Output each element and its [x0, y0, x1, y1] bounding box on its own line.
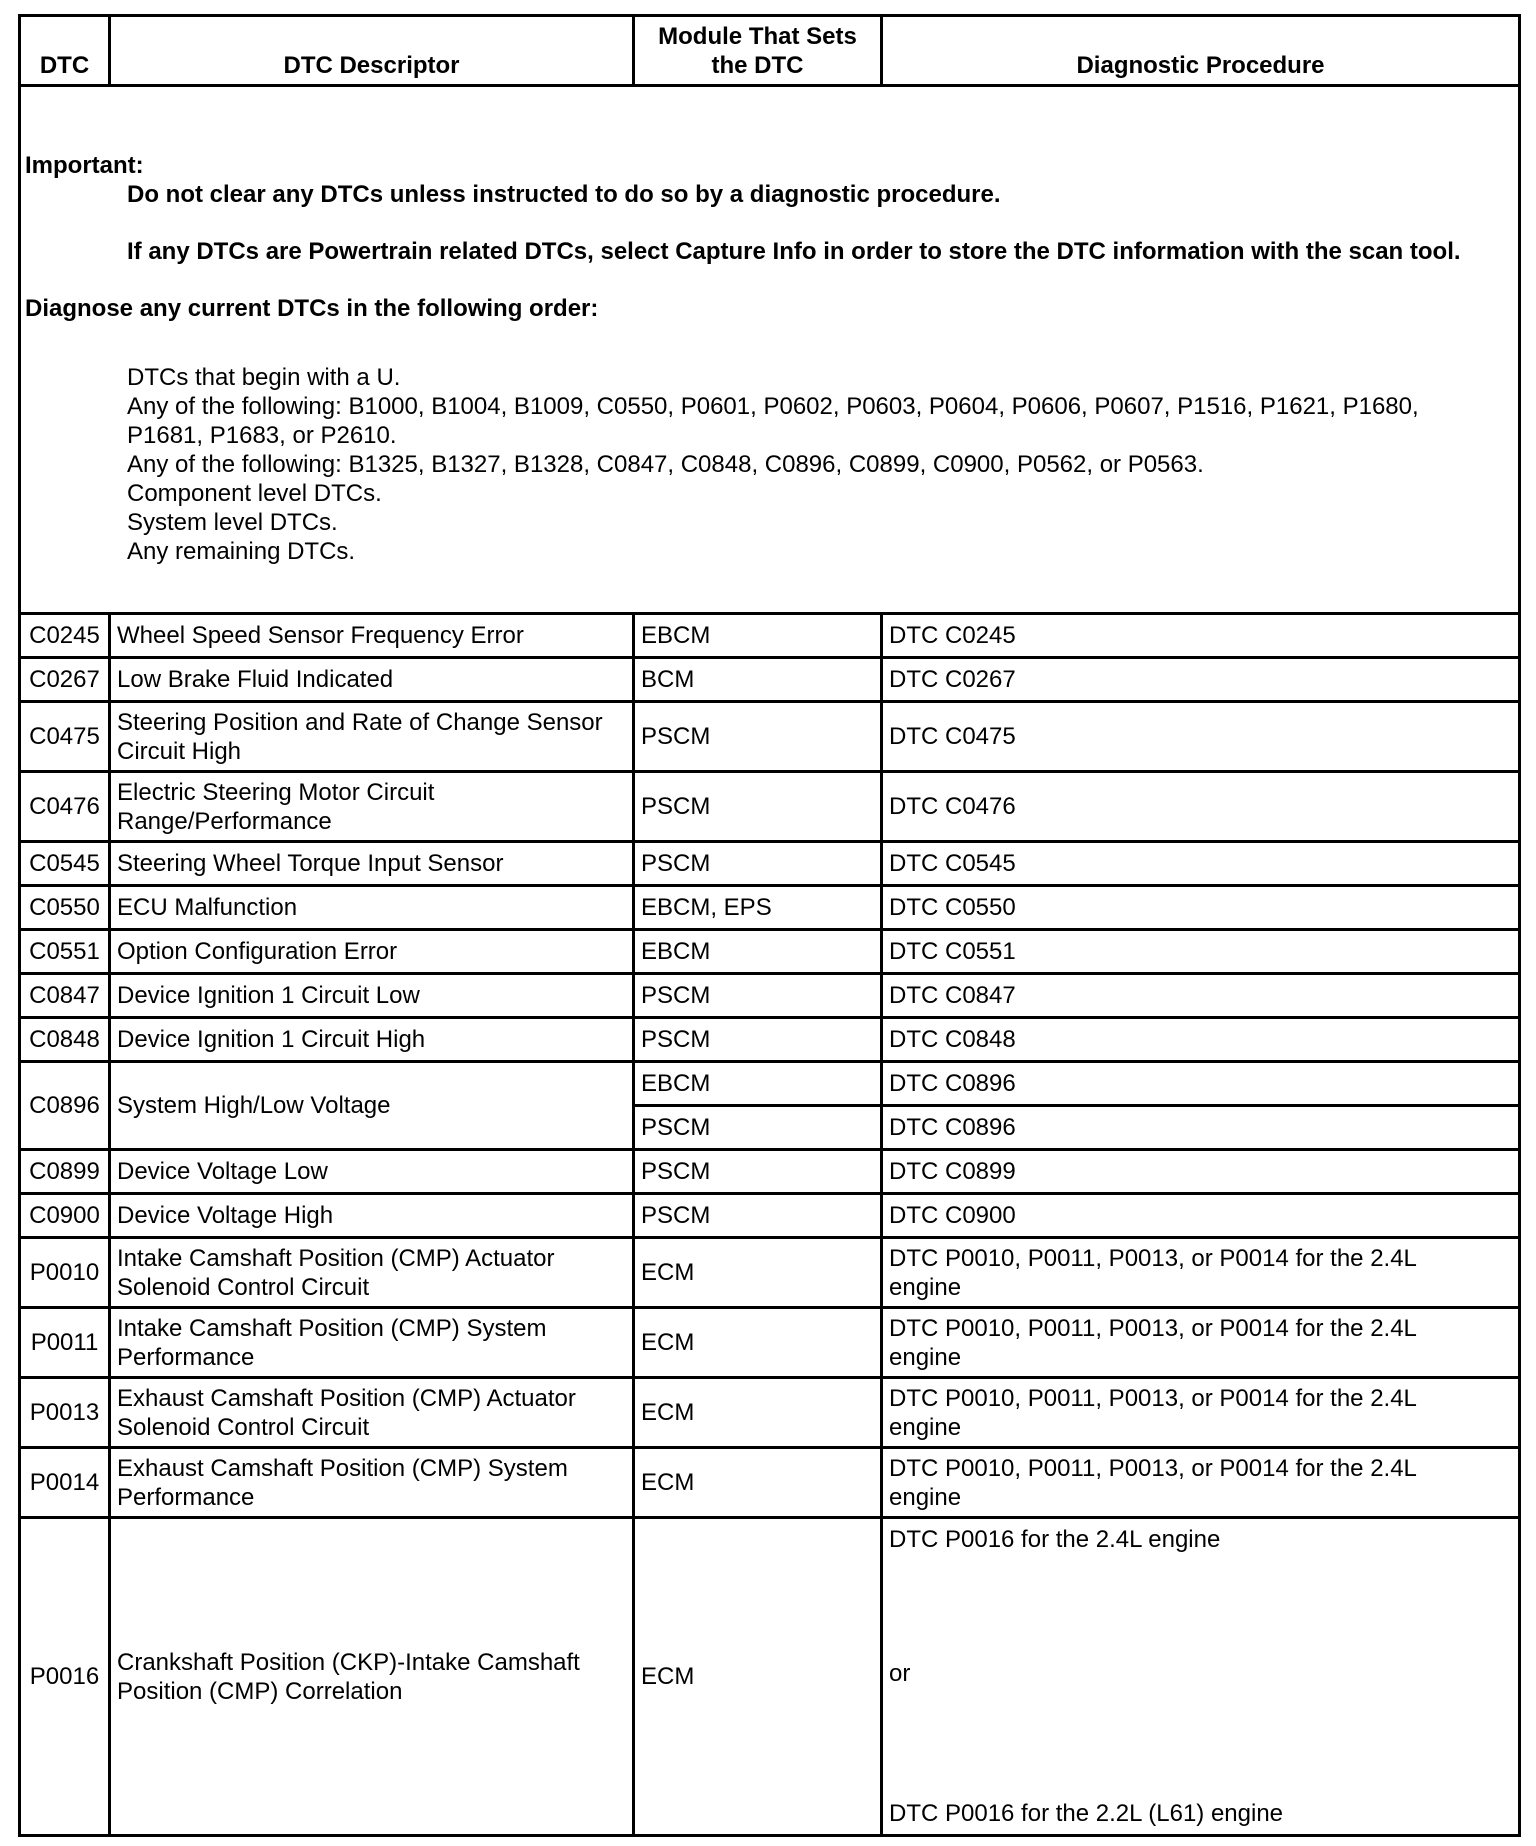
header-row — [20, 16, 1520, 86]
dtc-module: PSCM — [634, 1194, 882, 1238]
dtc-descriptor: Intake Camshaft Position (CMP) Actuator Solenoid Control Circuit — [110, 1238, 634, 1308]
order-item: System level DTCs. — [127, 509, 338, 536]
dtc-code: P0010 — [20, 1238, 110, 1308]
dtc-table — [18, 14, 1521, 1837]
dtc-code: C0245 — [20, 614, 110, 658]
dtc-procedure: DTC C0896 — [882, 1106, 1520, 1150]
dtc-module: BCM — [634, 658, 882, 702]
dtc-module: EBCM — [634, 930, 882, 974]
dtc-module: PSCM — [634, 772, 882, 842]
dtc-descriptor: ECU Malfunction — [110, 886, 634, 930]
dtc-procedure: DTC C0267 — [882, 658, 1520, 702]
dtc-procedure: DTC P0010, P0011, P0013, or P0014 for the 2.4L engine — [882, 1448, 1520, 1518]
dtc-descriptor: Steering Position and Rate of Change Sensor Circuit High — [110, 702, 634, 772]
header-dtc: DTC — [20, 16, 110, 86]
dtc-descriptor: Crankshaft Position (CKP)-Intake Camshaft Position (CMP) Correlation — [110, 1518, 634, 1836]
dtc-descriptor: Wheel Speed Sensor Frequency Error — [110, 614, 634, 658]
dtc-procedure: DTC C0245 — [882, 614, 1520, 658]
important-label: Important: — [25, 152, 144, 179]
dtc-module: PSCM — [634, 1106, 882, 1150]
dtc-descriptor: Electric Steering Motor Circuit Range/Performance — [110, 772, 634, 842]
dtc-code: C0476 — [20, 772, 110, 842]
table-row — [20, 1308, 1520, 1378]
dtc-code: P0014 — [20, 1448, 110, 1518]
header-procedure: Diagnostic Procedure — [882, 16, 1520, 86]
dtc-list-document — [18, 14, 1518, 1837]
dtc-procedure: DTC C0551 — [882, 930, 1520, 974]
dtc-descriptor: Intake Camshaft Position (CMP) System Performance — [110, 1308, 634, 1378]
dtc-code: P0013 — [20, 1378, 110, 1448]
dtc-descriptor: Device Voltage High — [110, 1194, 634, 1238]
notes-row — [20, 86, 1520, 614]
dtc-procedure: DTC C0550 — [882, 886, 1520, 930]
dtc-code: C0900 — [20, 1194, 110, 1238]
dtc-procedure: DTC C0900 — [882, 1194, 1520, 1238]
table-row — [20, 842, 1520, 886]
dtc-code: C0545 — [20, 842, 110, 886]
dtc-descriptor: Steering Wheel Torque Input Sensor — [110, 842, 634, 886]
dtc-module: ECM — [634, 1448, 882, 1518]
table-row — [20, 772, 1520, 842]
table-row — [20, 1518, 1520, 1836]
table-row — [20, 1062, 1520, 1106]
dtc-code: P0011 — [20, 1308, 110, 1378]
order-label: Diagnose any current DTCs in the following order: — [25, 295, 599, 322]
dtc-module: EBCM — [634, 614, 882, 658]
dtc-module: PSCM — [634, 1018, 882, 1062]
dtc-procedure: DTC C0848 — [882, 1018, 1520, 1062]
table-row — [20, 1378, 1520, 1448]
dtc-procedure: DTC P0010, P0011, P0013, or P0014 for the 2.4L engine — [882, 1238, 1520, 1308]
table-row — [20, 1018, 1520, 1062]
procedure-line: DTC P0016 for the 2.2L (L61) engine — [889, 1800, 1284, 1827]
dtc-module: EBCM — [634, 1062, 882, 1106]
dtc-code: C0896 — [20, 1062, 110, 1150]
dtc-module: PSCM — [634, 842, 882, 886]
dtc-procedure: DTC C0847 — [882, 974, 1520, 1018]
header-descriptor: DTC Descriptor — [110, 16, 634, 86]
table-row — [20, 1448, 1520, 1518]
table-row — [20, 1194, 1520, 1238]
dtc-module: PSCM — [634, 974, 882, 1018]
dtc-module: PSCM — [634, 1150, 882, 1194]
dtc-code: C0550 — [20, 886, 110, 930]
table-row — [20, 702, 1520, 772]
dtc-descriptor: Device Ignition 1 Circuit High — [110, 1018, 634, 1062]
order-item: Any remaining DTCs. — [127, 538, 356, 565]
table-row — [20, 930, 1520, 974]
dtc-descriptor: System High/Low Voltage — [110, 1062, 634, 1150]
dtc-module: EBCM, EPS — [634, 886, 882, 930]
dtc-descriptor: Option Configuration Error — [110, 930, 634, 974]
header-module: Module That Sets the DTC — [634, 16, 882, 86]
dtc-code: C0848 — [20, 1018, 110, 1062]
dtc-module: PSCM — [634, 702, 882, 772]
table-row — [20, 974, 1520, 1018]
dtc-procedure: DTC C0899 — [882, 1150, 1520, 1194]
dtc-code: C0847 — [20, 974, 110, 1018]
table-row — [20, 1238, 1520, 1308]
dtc-module: ECM — [634, 1308, 882, 1378]
dtc-descriptor: Exhaust Camshaft Position (CMP) Actuator Solenoid Control Circuit — [110, 1378, 634, 1448]
order-item: DTCs that begin with a U. — [127, 364, 401, 391]
dtc-code: C0267 — [20, 658, 110, 702]
dtc-module: ECM — [634, 1378, 882, 1448]
important-note-1: Do not clear any DTCs unless instructed to do so by a diagnostic procedure. — [127, 181, 1001, 208]
dtc-procedure: DTC C0545 — [882, 842, 1520, 886]
dtc-procedure: DTC C0476 — [882, 772, 1520, 842]
dtc-code: C0551 — [20, 930, 110, 974]
procedure-line: DTC P0016 for the 2.4L engine — [889, 1526, 1221, 1553]
dtc-procedure: DTC P0010, P0011, P0013, or P0014 for the 2.4L engine — [882, 1308, 1520, 1378]
dtc-procedure: DTC P0010, P0011, P0013, or P0014 for the 2.4L engine — [882, 1378, 1520, 1448]
table-row — [20, 1150, 1520, 1194]
dtc-module: ECM — [634, 1238, 882, 1308]
dtc-descriptor: Device Ignition 1 Circuit Low — [110, 974, 634, 1018]
dtc-descriptor: Device Voltage Low — [110, 1150, 634, 1194]
table-row — [20, 658, 1520, 702]
dtc-descriptor: Low Brake Fluid Indicated — [110, 658, 634, 702]
dtc-module: ECM — [634, 1518, 882, 1836]
dtc-code: C0899 — [20, 1150, 110, 1194]
dtc-procedure — [882, 1518, 1520, 1836]
dtc-code: C0475 — [20, 702, 110, 772]
order-item: Component level DTCs. — [127, 480, 382, 507]
order-item: Any of the following: B1000, B1004, B1009, C0550, P0601, P0602, P0603, P0604, P0606, P0607, P1516, P1621, P1680, P1681, P1683, or P2610. — [127, 393, 1419, 449]
dtc-procedure: DTC C0896 — [882, 1062, 1520, 1106]
dtc-descriptor: Exhaust Camshaft Position (CMP) System Performance — [110, 1448, 634, 1518]
table-row — [20, 614, 1520, 658]
notes-cell — [20, 86, 1520, 614]
procedure-line: or — [889, 1660, 911, 1687]
order-item: Any of the following: B1325, B1327, B1328, C0847, C0848, C0896, C0899, C0900, P0562, or P0563. — [127, 451, 1204, 478]
dtc-code: P0016 — [20, 1518, 110, 1836]
important-note-2: If any DTCs are Powertrain related DTCs, select Capture Info in order to store the DTC information with the scan tool. — [127, 238, 1461, 265]
dtc-procedure: DTC C0475 — [882, 702, 1520, 772]
table-row — [20, 886, 1520, 930]
